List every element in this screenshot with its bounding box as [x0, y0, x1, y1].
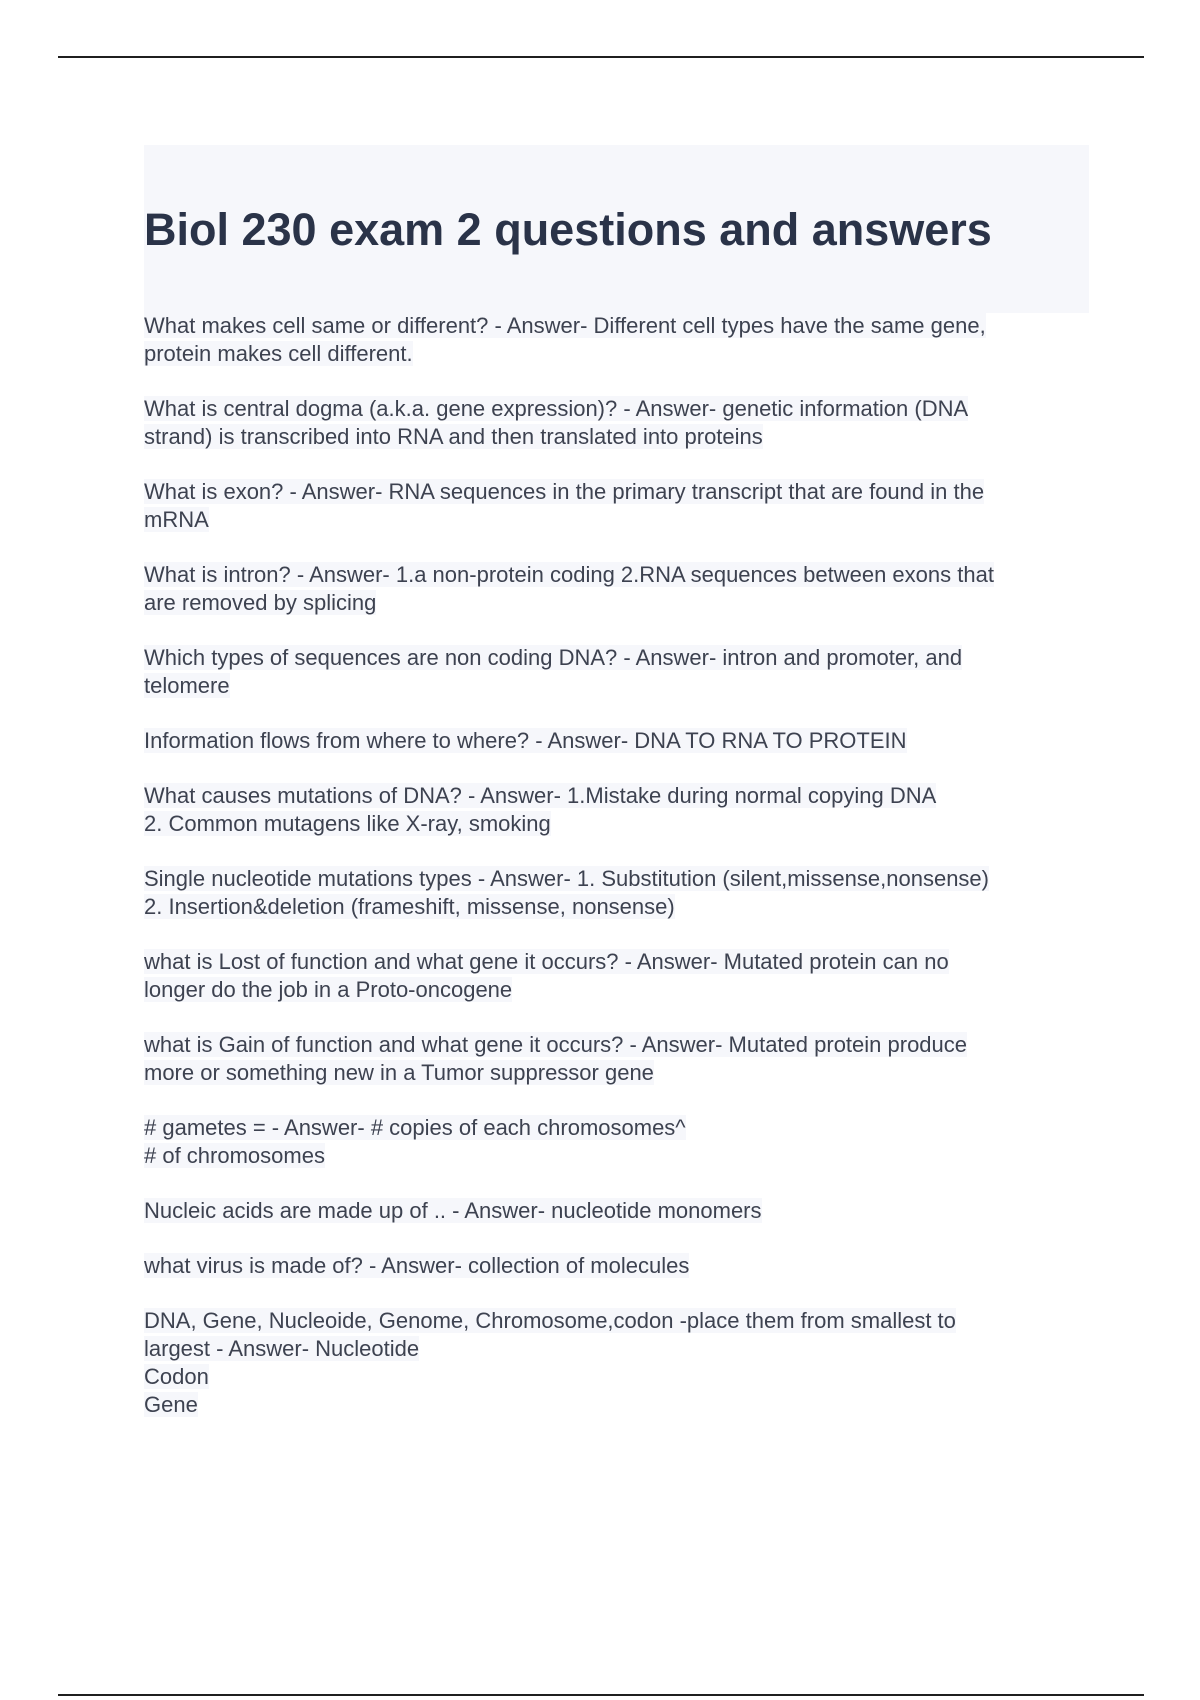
qa-line [144, 976, 1094, 1004]
qa-list [144, 312, 1094, 1446]
qa-line [144, 478, 1094, 506]
qa-line-text: DNA, Gene, Nucleoide, Genome, Chromosome,codon -place them from smallest to [144, 1308, 956, 1333]
qa-line [144, 782, 1094, 810]
qa-line [144, 1252, 1094, 1280]
qa-line-text: # gametes = - Answer- # copies of each chromosomes^ [144, 1115, 686, 1140]
page-title: Biol 230 exam 2 questions and answers [144, 204, 992, 255]
qa-line [144, 589, 1094, 617]
qa-line-text: Which types of sequences are non coding DNA? - Answer- intron and promoter, and [144, 645, 963, 670]
qa-line-text: what is Lost of function and what gene it occurs? - Answer- Mutated protein can no [144, 949, 949, 974]
qa-line-text: strand) is transcribed into RNA and then translated into proteins [144, 424, 763, 449]
qa-line-text: longer do the job in a Proto-oncogene [144, 977, 513, 1002]
qa-line-text: What makes cell same or different? - Answer- Different cell types have the same gene, [144, 313, 986, 338]
qa-line [144, 1059, 1094, 1087]
qa-line [144, 340, 1094, 368]
qa-line-text: Information flows from where to where? - Answer- DNA TO RNA TO PROTEIN [144, 728, 907, 753]
bottom-rule [58, 1694, 1144, 1696]
qa-line [144, 395, 1094, 423]
qa-line [144, 865, 1094, 893]
qa-line [144, 312, 1094, 340]
qa-line-text: largest - Answer- Nucleotide [144, 1336, 420, 1361]
qa-line-text: Nucleic acids are made up of .. - Answer- nucleotide monomers [144, 1198, 762, 1223]
qa-item [144, 727, 1094, 755]
qa-line [144, 1391, 1094, 1419]
qa-line [144, 1197, 1094, 1225]
qa-line-text: Codon [144, 1364, 209, 1389]
qa-item [144, 865, 1094, 921]
qa-item [144, 782, 1094, 838]
qa-item [144, 478, 1094, 534]
qa-line-text: what virus is made of? - Answer- collection of molecules [144, 1253, 690, 1278]
qa-line-text: What is exon? - Answer- RNA sequences in the primary transcript that are found in the [144, 479, 985, 504]
qa-item [144, 1252, 1094, 1280]
qa-line [144, 1031, 1094, 1059]
qa-line-text: Gene [144, 1392, 198, 1417]
qa-line-text: more or something new in a Tumor suppressor gene [144, 1060, 654, 1085]
qa-line-text: What is central dogma (a.k.a. gene expression)? - Answer- genetic information (DNA [144, 396, 969, 421]
qa-item [144, 561, 1094, 617]
qa-line [144, 672, 1094, 700]
qa-line-text: telomere [144, 673, 230, 698]
qa-line-text: 2. Common mutagens like X-ray, smoking [144, 811, 551, 836]
qa-line-text: 2. Insertion&deletion (frameshift, missense, nonsense) [144, 894, 675, 919]
qa-item [144, 644, 1094, 700]
qa-line [144, 948, 1094, 976]
qa-item [144, 1197, 1094, 1225]
qa-line [144, 506, 1094, 534]
top-rule [58, 56, 1144, 58]
qa-item [144, 1307, 1094, 1419]
qa-item [144, 395, 1094, 451]
qa-line [144, 1307, 1094, 1335]
qa-item [144, 312, 1094, 368]
qa-line-text: mRNA [144, 507, 209, 532]
qa-line [144, 1142, 1094, 1170]
qa-line [144, 644, 1094, 672]
qa-item [144, 1114, 1094, 1170]
qa-line [144, 1335, 1094, 1363]
qa-line-text: # of chromosomes [144, 1143, 325, 1168]
qa-line-text: What causes mutations of DNA? - Answer- 1.Mistake during normal copying DNA [144, 783, 937, 808]
qa-line [144, 561, 1094, 589]
qa-line [144, 810, 1094, 838]
qa-line [144, 1114, 1094, 1142]
qa-line [144, 1363, 1094, 1391]
qa-line-text: What is intron? - Answer- 1.a non-protein coding 2.RNA sequences between exons that [144, 562, 994, 587]
qa-item [144, 1031, 1094, 1087]
qa-line [144, 893, 1094, 921]
qa-line [144, 727, 1094, 755]
qa-line-text: Single nucleotide mutations types - Answer- 1. Substitution (silent,missense,nonsense) [144, 866, 989, 891]
qa-line [144, 423, 1094, 451]
qa-item [144, 948, 1094, 1004]
qa-line-text: what is Gain of function and what gene it occurs? - Answer- Mutated protein produce [144, 1032, 968, 1057]
title-band [144, 145, 1089, 313]
qa-line-text: are removed by splicing [144, 590, 377, 615]
qa-line-text: protein makes cell different. [144, 341, 413, 366]
